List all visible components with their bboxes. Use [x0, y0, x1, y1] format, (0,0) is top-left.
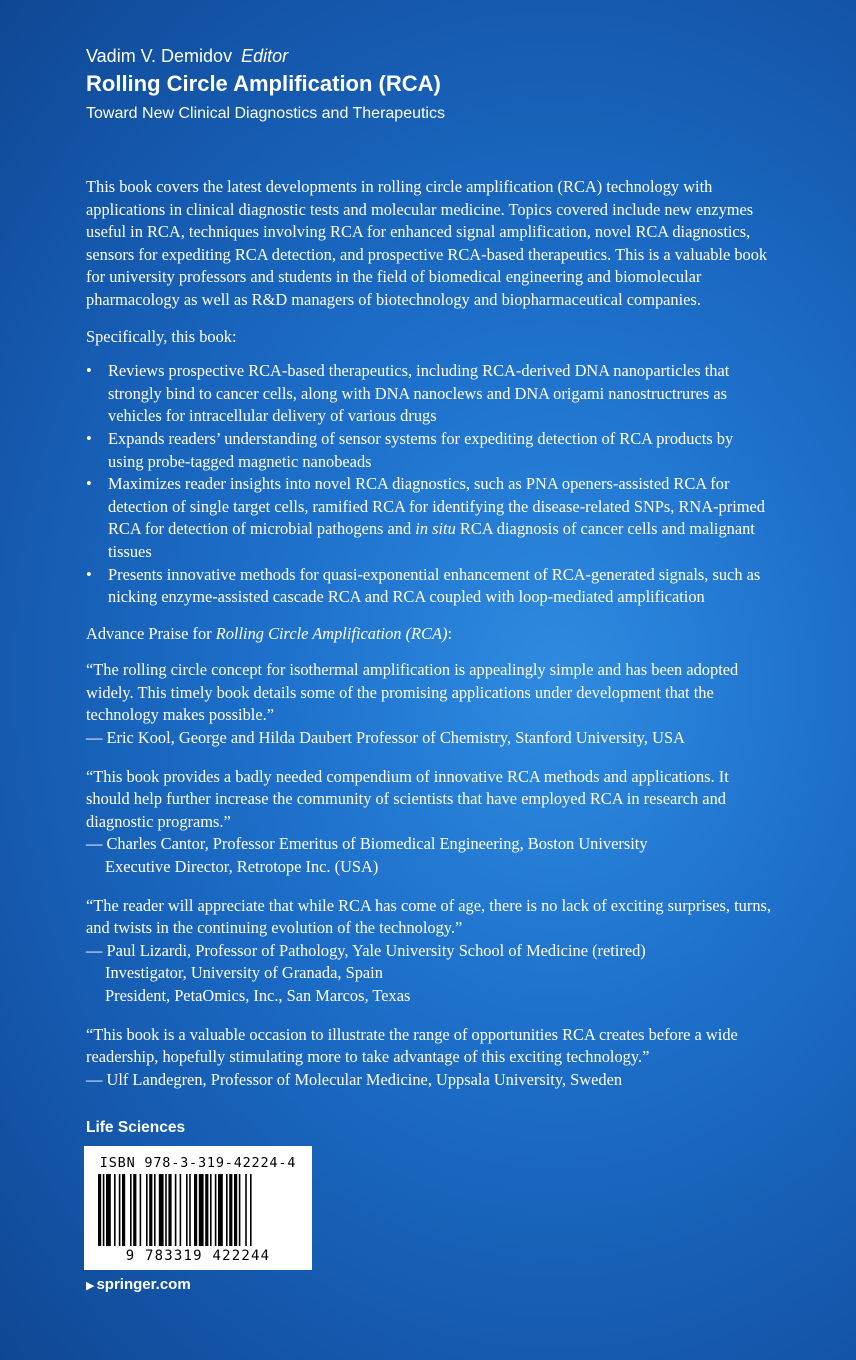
subject-category: Life Sciences	[86, 1119, 186, 1136]
praise-heading-suffix: :	[447, 623, 452, 643]
publisher-link[interactable]	[86, 1276, 191, 1293]
list-item-text: Reviews prospective RCA-based therapeutics, including RCA-derived DNA nanoparticles that strongly bind to cancer cells, along with DNA nanoclews and DNA origami nanostructrures as vehicles for intracellular delivery of various drugs	[108, 361, 730, 426]
barcode-bar	[245, 1174, 247, 1246]
quote-attribution-line: President, PetaOmics, Inc., San Marcos, Texas	[105, 986, 411, 1005]
list-item-text: Maximizes reader insights into novel RCA diagnostics, such as PNA openers-assisted RCA for detection of single target cells, ramified RCA for identifying the disease-related SNPs, RNA-primed RCA for detection of microbial pathogens and	[108, 474, 765, 539]
praise-quote	[86, 1024, 772, 1092]
publisher-website: springer.com	[96, 1276, 191, 1293]
quote-text: “The reader will appreciate that while RCA has come of age, there is no lack of exciting surprises, turns, and twists in the continuing evolution of the technology.”	[86, 895, 771, 938]
barcode-bar	[122, 1174, 125, 1246]
barcode-bar	[133, 1174, 136, 1246]
bullet-dot: •	[86, 361, 92, 381]
barcode-bar	[226, 1174, 228, 1246]
quote-attribution: — Ulf Landegren, Professor of Molecular Medicine, Uppsala University, Sweden	[86, 1069, 623, 1089]
barcode-bar	[239, 1174, 241, 1246]
barcode-bar	[140, 1174, 142, 1246]
barcode-bar	[165, 1174, 167, 1246]
barcode-bar	[149, 1174, 152, 1246]
arrow-right-icon: ▶	[86, 1280, 95, 1292]
barcode-bar	[159, 1174, 164, 1246]
barcode-bar	[98, 1174, 101, 1246]
barcode-bar	[229, 1174, 232, 1246]
barcode-bar	[186, 1174, 188, 1246]
barcode-bar	[175, 1174, 177, 1246]
praise-heading	[86, 623, 772, 646]
bullet-intro: Specifically, this book:	[86, 326, 237, 346]
list-item	[86, 473, 772, 563]
barcode-bar	[205, 1174, 208, 1246]
list-item	[86, 564, 772, 609]
quote-attribution: — Paul Lizardi, Professor of Pathology, Yale University School of Medicine (retired)	[86, 940, 646, 960]
book-description: This book covers the latest developments in rolling circle amplification (RCA) technology with applications in clinical diagnostic tests and molecular medicine. Topics covered include new enzymes useful in RCA, techniques involving RCA for enhanced signal amplification, novel RCA diagnostics, sensors for expediting RCA detection, and prospective RCA-based therapeutics. This is a valuable book for university professors and students in the field of biomedical engineering and biomolecular pharmacology as well as R&D managers of biotechnology and biopharmaceutical companies.	[86, 177, 768, 309]
quote-attribution-line: Investigator, University of Granada, Spain	[105, 963, 383, 983]
barcode-bar	[119, 1174, 121, 1246]
quote-text: “This book is a valuable occasion to illustrate the range of opportunities RCA creates before a wide readership, hopefully stimulating more to take advantage of this exciting technology.”	[86, 1024, 738, 1067]
barcode-bar	[180, 1174, 182, 1246]
quote-attribution: — Eric Kool, George and Hilda Daubert Professor of Chemistry, Stanford University, USA	[86, 728, 685, 748]
quote-attribution-line: Executive Director, Retrotope Inc. (USA)	[105, 857, 379, 877]
barcode-bar	[114, 1174, 116, 1246]
quote-attribution: — Charles Cantor, Professor Emeritus of Biomedical Engineering, Boston University	[86, 834, 648, 854]
barcode-bar	[250, 1174, 252, 1246]
quote-text: “This book provides a badly needed compendium of innovative RCA methods and applications. It should help further increase the community of scientists that have employed RCA in research and diagnostic programs.”	[86, 766, 729, 831]
book-title: Rolling Circle Amplification (RCA)	[86, 71, 441, 96]
barcode-bar	[146, 1174, 148, 1246]
barcode-bar	[106, 1174, 111, 1246]
barcode-digits: 9 783319 422244	[125, 1248, 271, 1264]
isbn-label: ISBN 978-3-319-42224-4	[99, 1155, 297, 1171]
barcode-bar	[154, 1174, 156, 1246]
bullet-dot: •	[86, 428, 92, 448]
editor-role: Editor	[241, 46, 289, 66]
barcode-bar	[194, 1174, 197, 1246]
barcode-bar	[130, 1174, 132, 1246]
list-item-text: Expands readers’ understanding of sensor systems for expediting detection of RCA products by using probe-tagged magnetic nanobeads	[108, 428, 734, 471]
list-item-italic: in situ	[415, 519, 456, 539]
praise-quote	[86, 895, 772, 1008]
bullet-dot: •	[86, 564, 92, 584]
list-item-text: Presents innovative methods for quasi-exponential enhancement of RCA-generated signals, such as nicking enzyme-assisted cascade RCA and RCA coupled with loop-mediated amplification	[108, 564, 761, 607]
barcode-bar	[199, 1174, 204, 1246]
praise-quote	[86, 766, 772, 879]
bullet-dot: •	[86, 474, 92, 494]
barcode-bar	[234, 1174, 237, 1246]
praise-quote	[86, 659, 772, 749]
editor-name: Vadim V. Demidov	[86, 46, 233, 66]
barcode-bar	[168, 1174, 171, 1246]
barcode-bar	[215, 1174, 217, 1246]
barcode-bar	[210, 1174, 212, 1246]
cover-body	[86, 176, 772, 1107]
barcode-bar	[103, 1174, 105, 1246]
barcode-bar	[218, 1174, 223, 1246]
praise-heading-title: Rolling Circle Amplification (RCA)	[215, 623, 448, 643]
list-item	[86, 360, 772, 428]
feature-list	[86, 360, 772, 609]
praise-heading-prefix: Advance Praise for	[86, 623, 216, 643]
barcode-icon	[98, 1174, 298, 1246]
barcode-bar	[189, 1174, 191, 1246]
list-item	[86, 428, 772, 473]
list-item-text: RCA diagnosis of cancer cells and malignant tissues	[108, 519, 755, 561]
quote-text: “The rolling circle concept for isothermal amplification is appealingly simple and has been adopted widely. This timely book details some of the promising applications under development that the technology makes possible.”	[86, 660, 739, 725]
isbn-barcode	[84, 1146, 312, 1270]
book-subtitle: Toward New Clinical Diagnostics and Therapeutics	[86, 105, 445, 122]
cover-header	[86, 44, 786, 126]
editor-line	[86, 44, 786, 68]
